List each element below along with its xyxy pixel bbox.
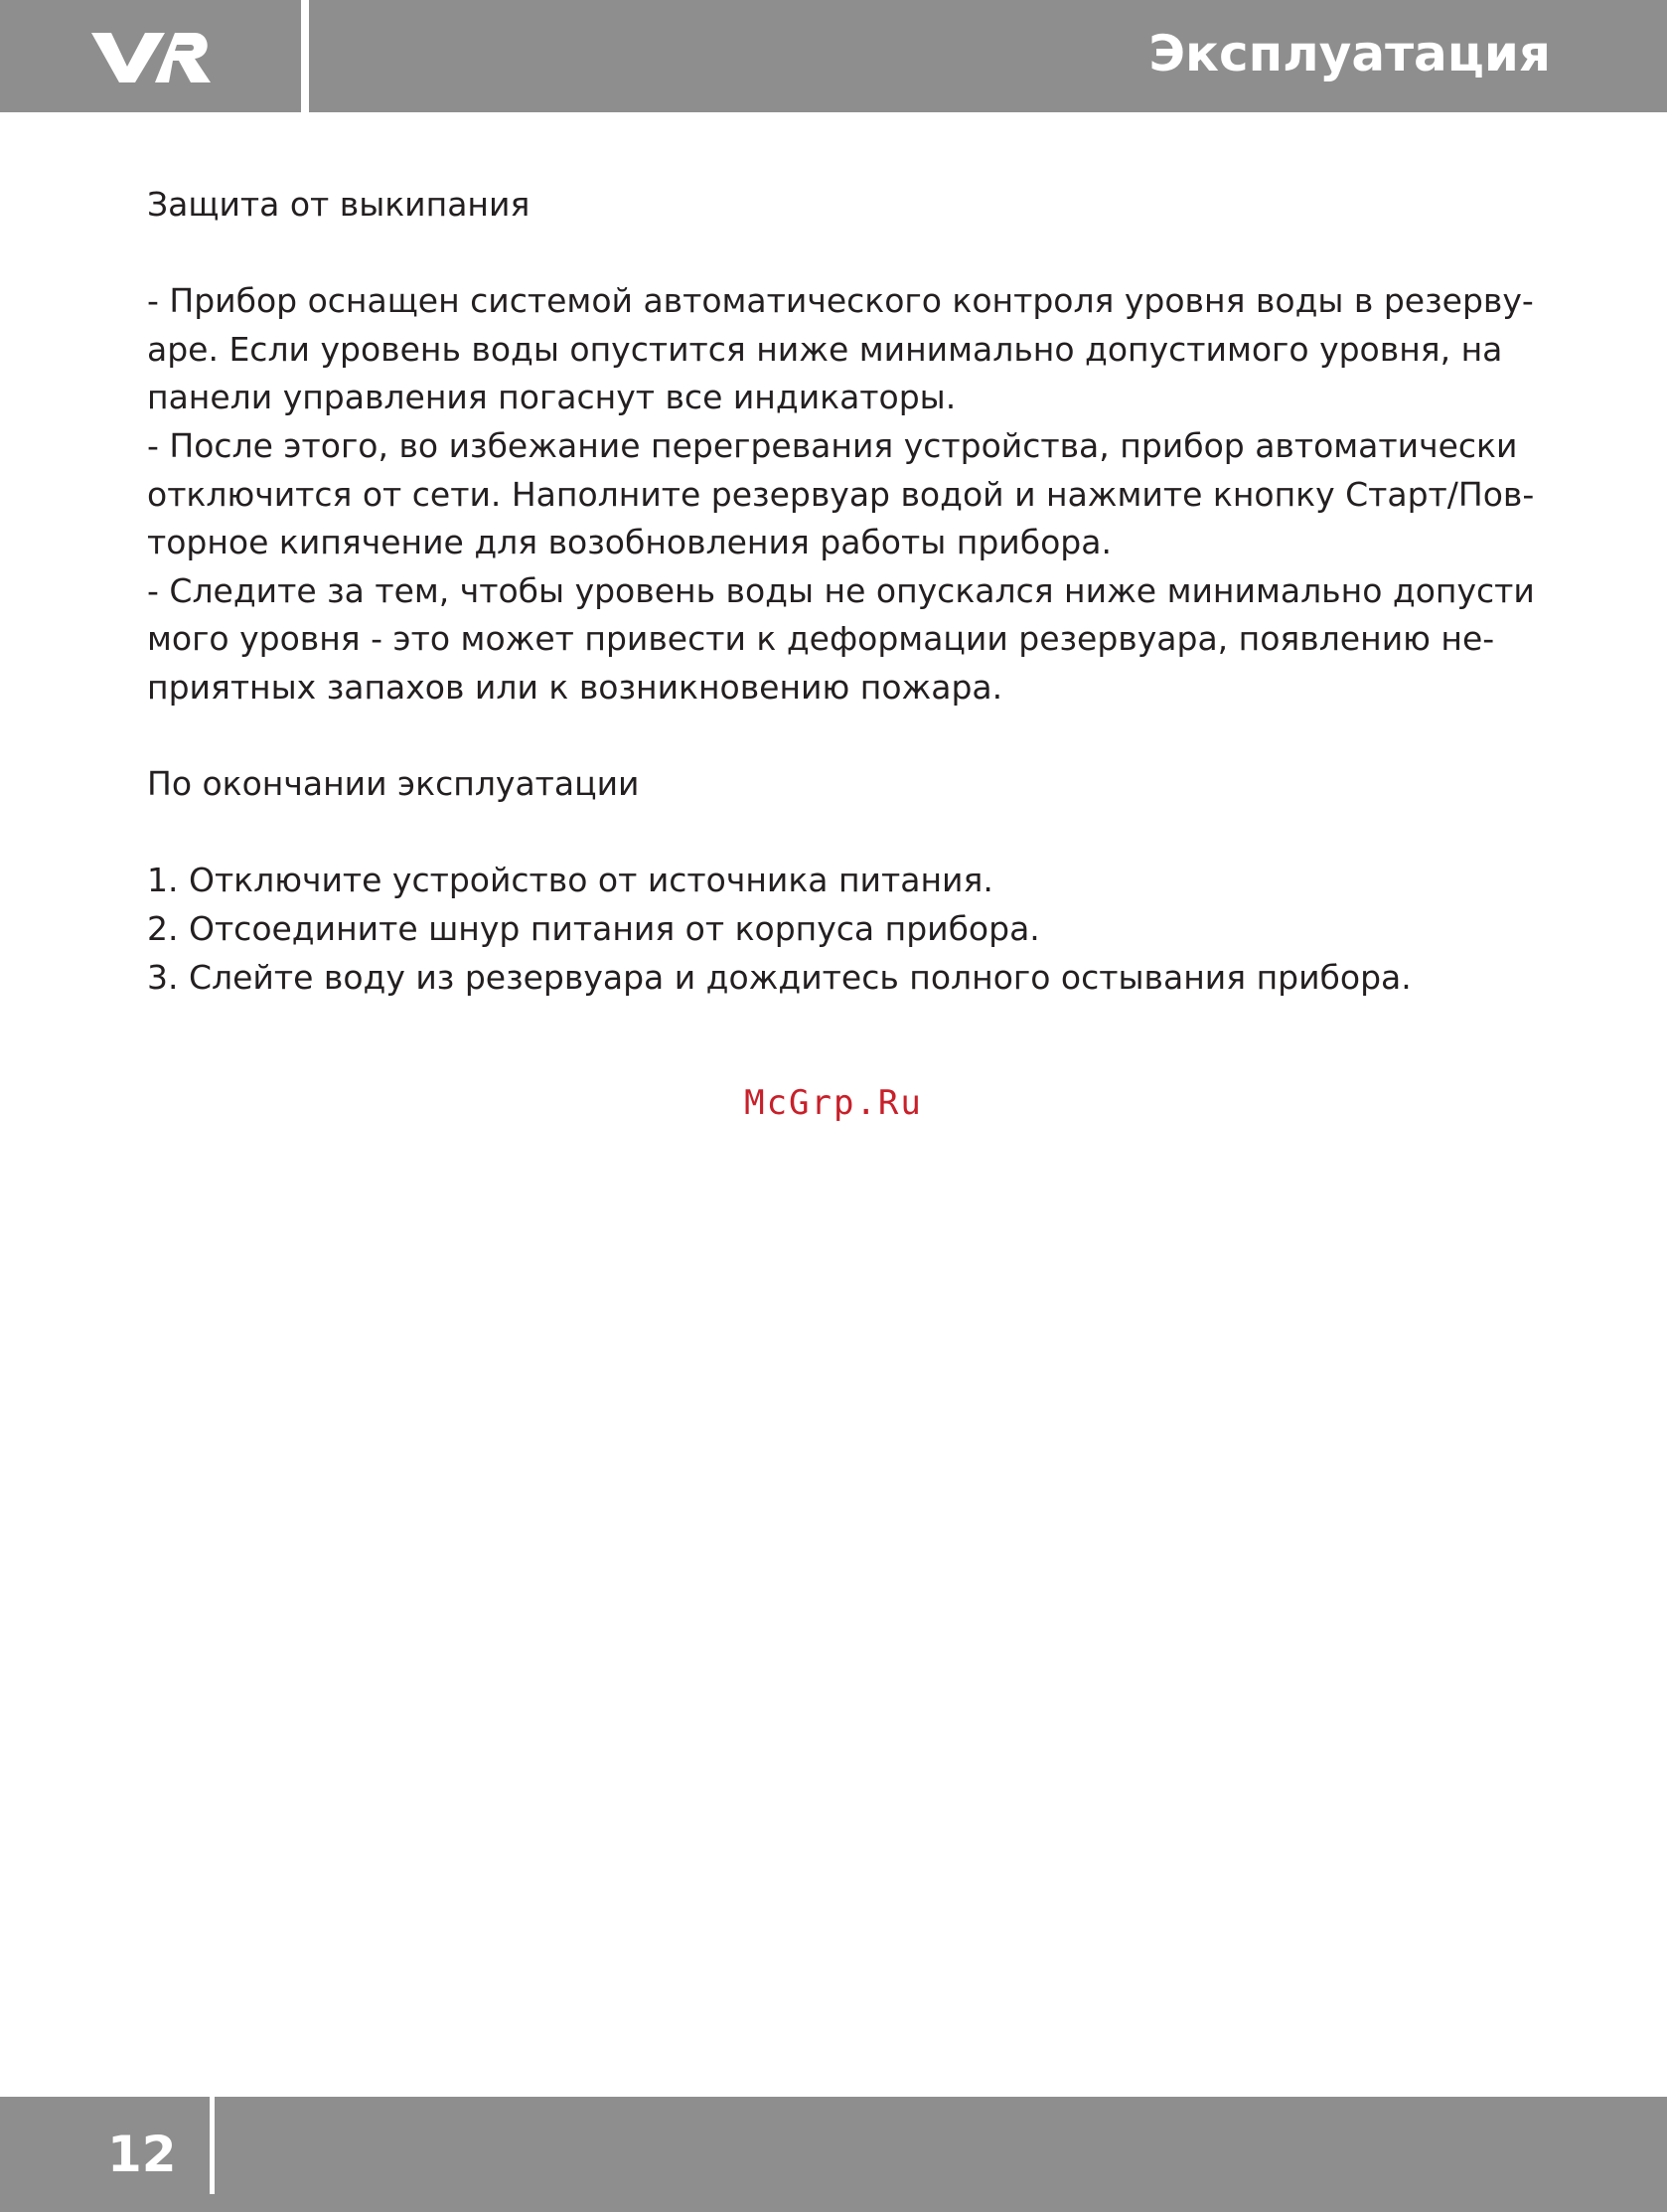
page-content <box>147 181 1558 1002</box>
paragraph-line: - Следите за тем, чтобы уровень воды не опускался ниже минимально допусти <box>147 570 1535 610</box>
footer-divider <box>210 2097 215 2194</box>
vr-logo-icon <box>89 29 213 84</box>
page-number: 12 <box>107 2126 177 2183</box>
paragraph-line: - Прибор оснащен системой автоматического контроля уровня воды в резерву- <box>147 281 1534 321</box>
watermark: McGrp.Ru <box>744 1083 923 1123</box>
after-use-heading: По окончании эксплуатации <box>147 764 640 804</box>
list-item: 2. Отсоедините шнур питания от корпуса прибора. <box>147 908 1040 948</box>
paragraph-line: торное кипячение для возобновления работы прибора. <box>147 523 1112 562</box>
page-header <box>0 0 1667 112</box>
list-item: 1. Отключите устройство от источника питания. <box>147 861 993 900</box>
paragraph-line: мого уровня - это может привести к деформации резервуара, появлению не- <box>147 619 1495 659</box>
paragraph-line: - После этого, во избежание перегревания устройства, прибор автоматически <box>147 425 1518 465</box>
paragraph-line: приятных запахов или к возникновению пожара. <box>147 667 1003 707</box>
paragraph-line: панели управления погаснут все индикаторы. <box>147 378 957 417</box>
paragraph-line: аре. Если уровень воды опустится ниже минимально допустимого уровня, на <box>147 329 1503 369</box>
brand-logo-box <box>0 0 301 112</box>
header-title-bar <box>309 0 1667 112</box>
list-item: 3. Слейте воду из резервуара и дождитесь полного остывания прибора. <box>147 957 1412 997</box>
paragraph-line: отключится от сети. Наполните резервуар водой и нажмите кнопку Старт/Пов- <box>147 474 1535 514</box>
page-footer <box>0 2097 1667 2212</box>
boil-protection-heading: Защита от выкипания <box>147 185 530 224</box>
section-title: Эксплуатация <box>1148 25 1551 82</box>
